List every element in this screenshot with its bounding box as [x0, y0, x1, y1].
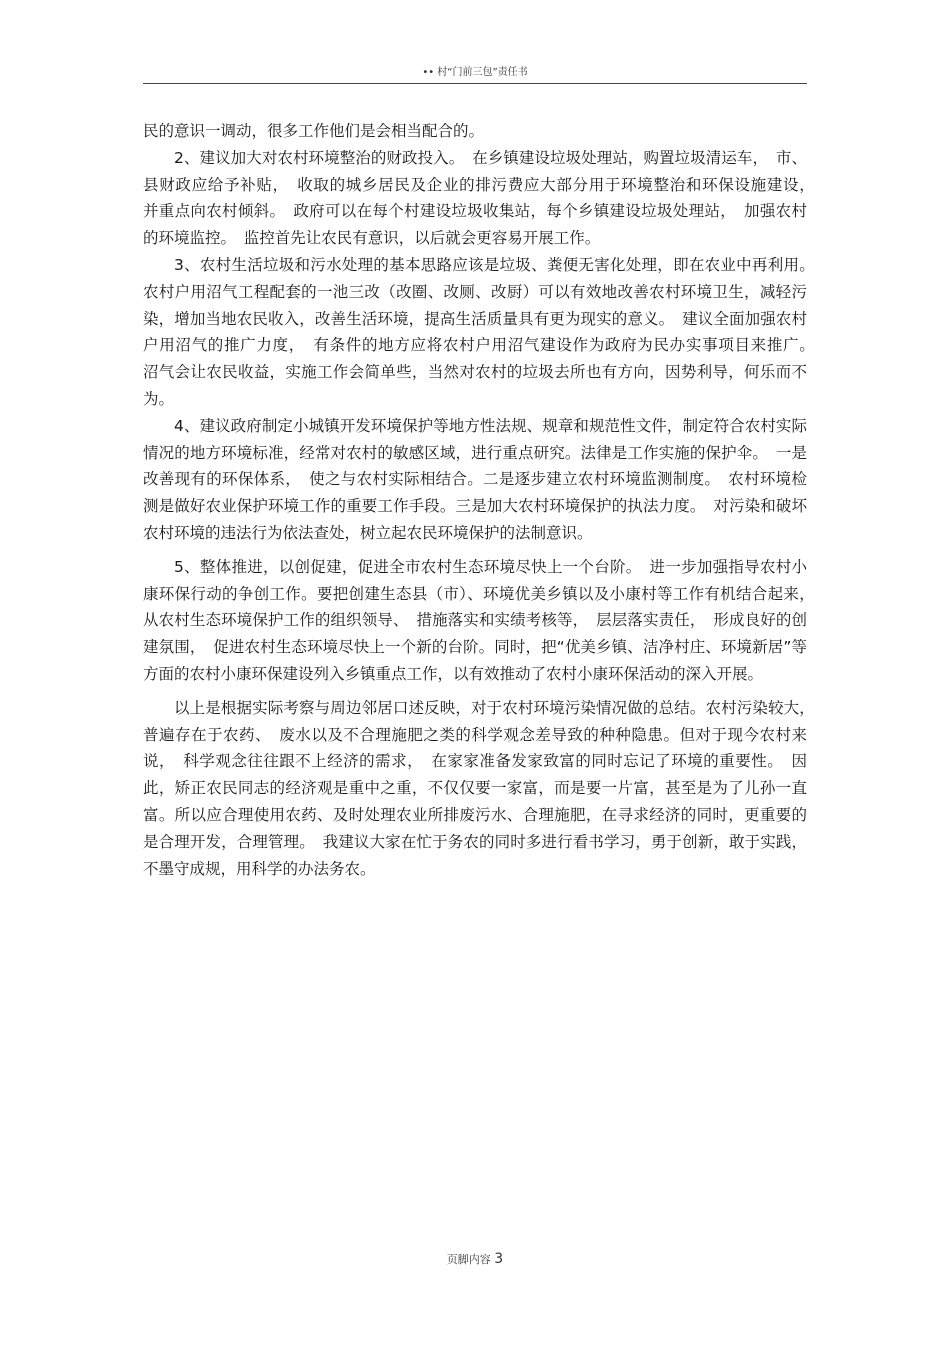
paragraph-item-3: 3、农村生活垃圾和污水处理的基本思路应该是垃圾、粪便无害化处理，即在农业中再利用。 农村户用沼气工程配套的一池三改（改圈、改厕、改厨）可以有效地改善农村环境卫生，减轻污染，增加当地农民收入，改善生活环境，提高生活质量具有更为现实的意义。 建议全面加强农村户用沼气的推广力度， 有条件的地方应将农村户用沼气建设作为政府为民办实事项目来推广。 沼气会让农民收益，实施工作会简单些，当然对农村的垃圾去所也有方向，因势利导，何乐而不为。 — [143, 255, 823, 408]
page-header — [143, 66, 807, 80]
footer-label: 页脚内容 — [446, 1253, 491, 1266]
header-divider — [143, 83, 807, 84]
paragraph-item-5: 5、整体推进，以创促建，促进全市农村生态环境尽快上一个台阶。 进一步加强指导农村小康环保行动的争创工作。要把创建生态县（市）、环境优美乡镇以及小康村等工作有机结合起来， 从农村生态环境保护工作的组织领导、 措施落实和实绩考核等， 层层落实责任， 形成良好的创建氛围， 促进农村生态环境尽快上一个新的台阶。同时，把“优美乡镇、洁净村庄、环境新居”等方面的农村小康环保建设列入乡镇重点工作，以有效推动了农村小康环保活动的深入开展。 — [143, 557, 823, 683]
document-body — [143, 118, 823, 882]
paragraph-continuation: 民的意识一调动，很多工作他们是会相当配合的。 — [143, 122, 485, 140]
page-number: 3 — [494, 1251, 504, 1267]
paragraph-item-4: 4、建议政府制定小城镇开发环境保护等地方性法规、规章和规范性文件，制定符合农村实际情况的地方环境标准，经常对农村的敏感区域，进行重点研究。法律是工作实施的保护伞。 一是改善现有的环保体系， 使之与农村实际相结合。二是逐步建立农村环境监测制度。 农村环境检测是做好农业保护环境工作的重要工作手段。三是加大农村环境保护的执法力度。 对污染和破坏农村环境的违法行为依法查处，树立起农民环境保护的法制意识。 — [143, 416, 807, 542]
header-title: •• 村“门前三包”责任书 — [422, 67, 528, 78]
paragraph-item-2: 2、建议加大对农村环境整治的财政投入。 在乡镇建设垃圾处理站，购置垃圾清运车， 市、县财政应给予补贴， 收取的城乡居民及企业的排污费应大部分用于环境整治和环保设施建设， 并重点向农村倾斜。 政府可以在每个村建设垃圾收集站，每个乡镇建设垃圾处理站， 加强农村的环境监控。 监控首先让农民有意识，以后就会更容易开展工作。 — [143, 148, 823, 248]
page-footer — [0, 1251, 950, 1268]
paragraph-conclusion: 以上是根据实际考察与周边邻居口述反映，对于农村环境污染情况做的总结。农村污染较大， 普遍存在于农药、 废水以及不合理施肥之类的科学观念差导致的种种隐患。但对于现今农村来说， 科学观念往往跟不上经济的需求， 在家家准备发家致富的同时忘记了环境的重要性。 因此，矫正农民同志的经济观是重中之重，不仅仅要一家富，而是要一片富，甚至是为了儿孙一直富。所以应合理使用农药、及时处理农业所排废污水、合理施肥，在寻求经济的同时，更重要的是合理开发，合理管理。 我建议大家在忙于务农的同时多进行看书学习，勇于创新，敢于实践，不墨守成规，用科学的办法务农。 — [143, 698, 823, 878]
